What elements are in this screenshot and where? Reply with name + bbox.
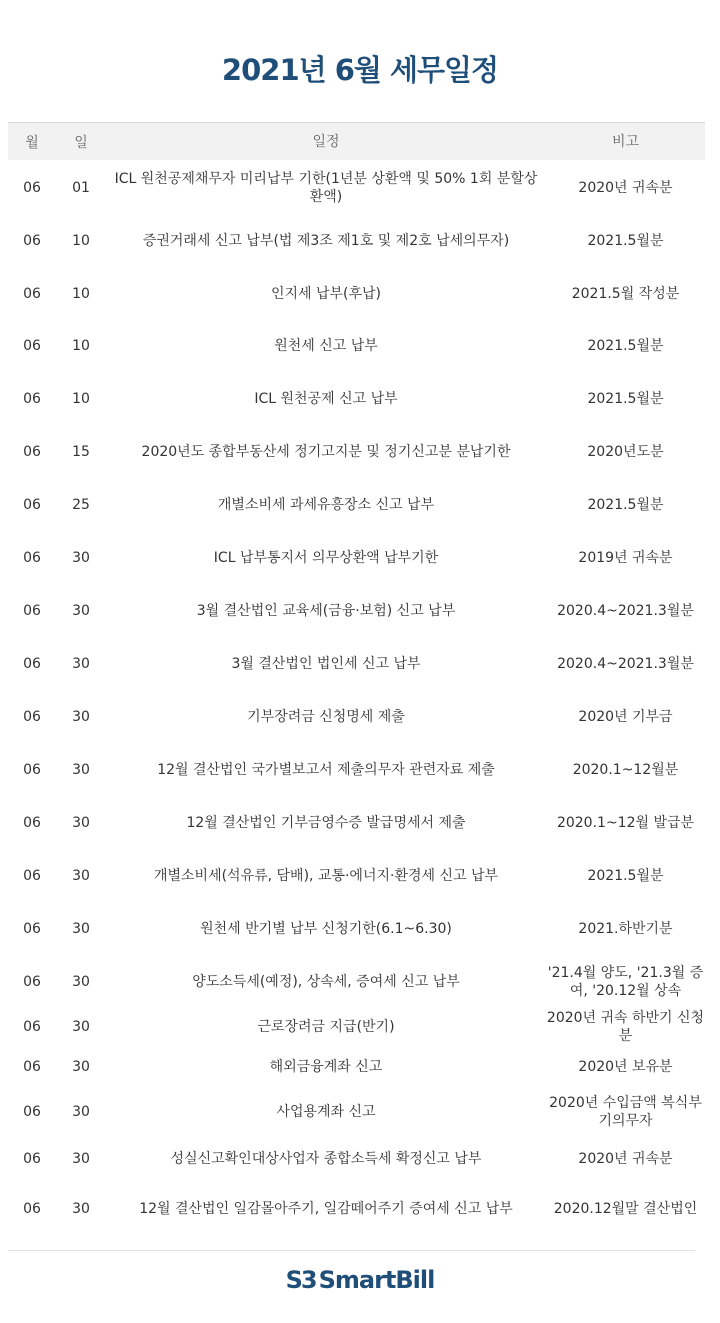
row-day: 30 xyxy=(72,1200,90,1217)
row-day: 30 xyxy=(72,708,90,725)
row-month: 06 xyxy=(23,179,41,196)
row-day: 30 xyxy=(72,1019,90,1035)
row-month: 06 xyxy=(23,602,41,619)
row-note: 2021.5월분 xyxy=(587,867,664,884)
row-schedule: 원천세 신고 납부 xyxy=(274,338,378,354)
row-day: 10 xyxy=(72,338,90,354)
table-row xyxy=(8,1182,705,1235)
row-day: 25 xyxy=(72,496,90,513)
table-row xyxy=(8,743,705,796)
table-row xyxy=(8,215,705,267)
row-day: 30 xyxy=(72,867,90,884)
row-day: 30 xyxy=(72,814,90,831)
row-month: 06 xyxy=(23,338,41,354)
row-schedule: 인지세 납부(후납) xyxy=(270,285,382,302)
row-month: 06 xyxy=(23,443,41,460)
row-month: 06 xyxy=(23,1200,41,1217)
row-note: 2020년도분 xyxy=(587,443,664,460)
row-month: 06 xyxy=(23,390,41,407)
row-month: 06 xyxy=(23,973,41,990)
row-day: 30 xyxy=(72,549,90,566)
row-note: '21.4월 양도, '21.3월 증여, '20.12월 상속 xyxy=(547,964,704,999)
table-row xyxy=(8,320,705,372)
row-note: 2020년 귀속분 xyxy=(578,1150,673,1167)
row-day: 10 xyxy=(72,390,90,407)
row-month: 06 xyxy=(23,549,41,566)
header-schedule: 일정 xyxy=(312,133,340,150)
row-note: 2020.4~2021.3월분 xyxy=(557,655,694,672)
table-row xyxy=(8,1008,705,1046)
row-day: 30 xyxy=(72,1103,90,1120)
row-month: 06 xyxy=(23,285,41,302)
row-day: 30 xyxy=(72,920,90,937)
row-schedule: 양도소득세(예정), 상속세, 증여세 신고 납부 xyxy=(192,973,460,990)
row-schedule: 3월 결산법인 법인세 신고 납부 xyxy=(231,655,421,672)
row-schedule: 해외금융계좌 신고 xyxy=(269,1059,383,1075)
row-schedule: 증권거래세 신고 납부(법 제3조 제1호 및 제2호 납세의무자) xyxy=(142,233,510,249)
smartbill-logo-mark: S3 xyxy=(285,1266,316,1294)
row-note: 2020.1~12월 발급분 xyxy=(556,814,695,831)
row-note: 2021.5월분 xyxy=(587,338,664,354)
table-row xyxy=(8,1088,705,1135)
row-schedule: 3월 결산법인 교육세(금융·보험) 신고 납부 xyxy=(196,602,456,619)
row-note: 2020년 보유분 xyxy=(578,1059,673,1075)
row-month: 06 xyxy=(23,1103,41,1120)
row-note: 2020.12월말 결산법인 xyxy=(553,1200,698,1217)
smartbill-logo-text: SmartBill xyxy=(318,1266,435,1294)
row-month: 06 xyxy=(23,867,41,884)
row-schedule: 기부장려금 신청명세 제출 xyxy=(247,708,405,725)
table-row xyxy=(8,478,705,531)
table-row xyxy=(8,584,705,637)
row-note: 2021.5월분 xyxy=(587,496,664,513)
row-day: 30 xyxy=(72,1059,90,1075)
row-day: 15 xyxy=(72,443,90,460)
table-row xyxy=(8,1046,705,1088)
row-note: 2021.5월분 xyxy=(587,233,664,249)
row-note: 2019년 귀속분 xyxy=(578,549,673,566)
table-row xyxy=(8,531,705,584)
table-row xyxy=(8,955,705,1008)
row-day: 30 xyxy=(72,761,90,778)
row-day: 10 xyxy=(72,233,90,249)
header-month: 월 xyxy=(25,134,39,151)
row-month: 06 xyxy=(23,1059,41,1075)
table-row xyxy=(8,372,705,425)
header-day: 일 xyxy=(74,134,88,151)
row-day: 30 xyxy=(72,973,90,990)
table-row xyxy=(8,160,705,215)
header-note: 비고 xyxy=(611,133,640,150)
row-schedule: 원천세 반기별 납부 신청기한(6.1~6.30) xyxy=(200,920,452,937)
row-schedule: 사업용계좌 신고 xyxy=(276,1103,376,1120)
row-schedule: ICL 원천공제채무자 미리납부 기한(1년분 상환액 및 50% 1회 분할상환액) xyxy=(114,170,538,205)
row-note: 2020.1~12월분 xyxy=(572,761,679,778)
row-month: 06 xyxy=(23,708,41,725)
row-note: 2020년 귀속분 xyxy=(578,179,673,196)
row-month: 06 xyxy=(23,1150,41,1167)
row-schedule: 12월 결산법인 기부금영수증 발급명세서 제출 xyxy=(186,814,466,831)
table-header xyxy=(8,123,705,160)
row-month: 06 xyxy=(23,920,41,937)
row-note: 2021.5월 작성분 xyxy=(571,285,680,302)
row-schedule: 2020년도 종합부동산세 정기고지분 및 정기신고분 분납기한 xyxy=(141,443,511,460)
row-note: 2020년 기부금 xyxy=(578,708,673,725)
page-title: 2021년 6월 세무일정 xyxy=(221,53,499,87)
table-row xyxy=(8,267,705,320)
footer-divider xyxy=(8,1250,695,1251)
row-day: 30 xyxy=(72,602,90,619)
row-note: 2020년 귀속 하반기 신청분 xyxy=(546,1010,705,1044)
row-schedule: 개별소비세 과세유흥장소 신고 납부 xyxy=(217,496,435,513)
row-month: 06 xyxy=(23,814,41,831)
row-month: 06 xyxy=(23,496,41,513)
row-schedule: 12월 결산법인 일감몰아주기, 일감떼어주기 증여세 신고 납부 xyxy=(139,1200,513,1217)
row-note: 2020.4~2021.3월분 xyxy=(557,602,694,619)
row-month: 06 xyxy=(23,1019,41,1035)
row-day: 10 xyxy=(72,285,90,302)
table-row xyxy=(8,902,705,955)
row-schedule: ICL 원천공제 신고 납부 xyxy=(254,390,398,407)
row-schedule: 12월 결산법인 국가별보고서 제출의무자 관련자료 제출 xyxy=(157,761,495,778)
row-schedule: ICL 납부통지서 의무상환액 납부기한 xyxy=(213,549,439,566)
table-row xyxy=(8,637,705,690)
table-row xyxy=(8,849,705,902)
table-row xyxy=(8,425,705,478)
row-day: 30 xyxy=(72,655,90,672)
row-note: 2020년 수입금액 복식부기의무자 xyxy=(549,1094,702,1129)
tax-schedule-table xyxy=(8,122,705,1235)
row-schedule: 성실신고확인대상사업자 종합소득세 확정신고 납부 xyxy=(170,1150,482,1167)
row-day: 30 xyxy=(72,1150,90,1167)
row-schedule: 근로장려금 지급(반기) xyxy=(257,1019,395,1035)
table-row xyxy=(8,690,705,743)
row-note: 2021.5월분 xyxy=(587,390,664,407)
table-row xyxy=(8,1135,705,1182)
row-day: 01 xyxy=(72,179,90,196)
row-month: 06 xyxy=(23,761,41,778)
row-note: 2021.하반기분 xyxy=(578,920,673,937)
row-month: 06 xyxy=(23,233,41,249)
smartbill-logo xyxy=(0,1266,720,1294)
table-body xyxy=(8,160,705,1235)
row-schedule: 개별소비세(석유류, 담배), 교통·에너지·환경세 신고 납부 xyxy=(153,867,499,884)
table-row xyxy=(8,796,705,849)
row-month: 06 xyxy=(23,655,41,672)
